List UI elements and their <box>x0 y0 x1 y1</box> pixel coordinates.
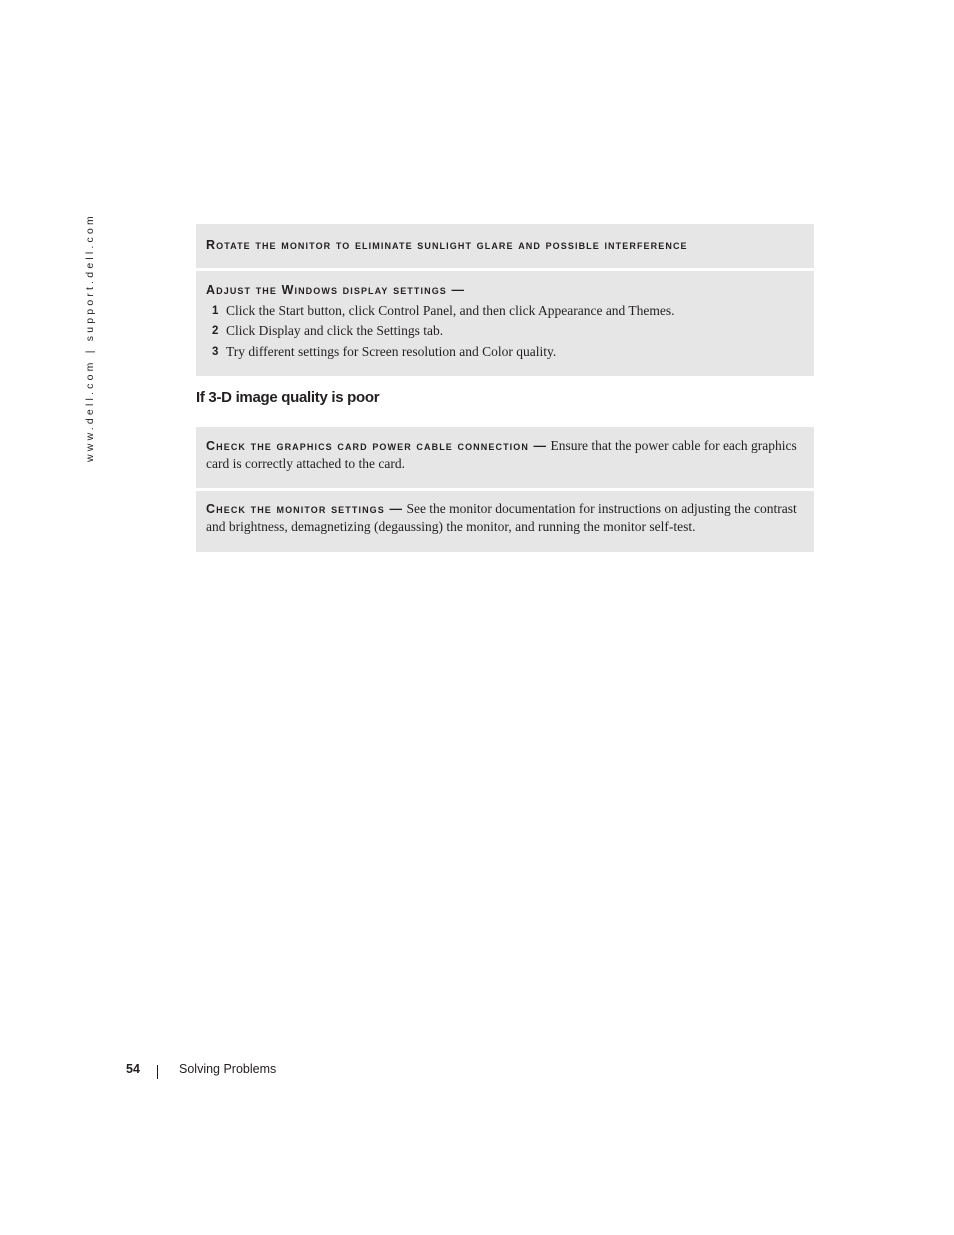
ui-term-start: Start <box>278 302 304 318</box>
step-text: tab. <box>419 323 444 338</box>
step-number: 2 <box>212 325 219 337</box>
ui-term-control-panel: Control Panel <box>378 302 453 318</box>
step-text: button, click <box>304 302 379 318</box>
step-text: . <box>671 302 675 318</box>
tip-box-rotate-monitor <box>196 224 814 268</box>
footer-separator <box>157 1065 158 1079</box>
section-title: If 3-D image quality is poor <box>196 389 380 406</box>
ui-term-settings: Settings <box>376 323 420 338</box>
step-text: and <box>455 343 483 359</box>
step-number: 3 <box>212 345 219 358</box>
step-1 <box>206 302 804 320</box>
tip-heading-monitor-settings: Check the monitor settings — <box>206 502 404 516</box>
chapter-title: Solving Problems <box>179 1062 277 1076</box>
step-text: Click the <box>226 302 279 318</box>
step-text: Try different settings for <box>226 343 362 359</box>
ui-term-screen-resolution: Screen resolution <box>361 343 456 359</box>
step-text: and click the <box>300 323 377 338</box>
ui-term-color-quality: Color quality. <box>482 343 557 359</box>
tip-body-monitor-settings: See the monitor documentation for instructions on adjusting the contrast and brightness, demagnetizing (degaussing) the monitor, and running the monitor self-test. <box>206 501 797 534</box>
ui-term-appearance-themes: Appearance and Themes <box>537 302 672 318</box>
step-3 <box>206 343 804 361</box>
tip-box-monitor-settings <box>196 491 814 552</box>
tip-body-graphics-power: Ensure that the power cable for each graphics card is correctly attached to the card. <box>206 438 797 471</box>
ui-term-display: Display <box>258 323 301 338</box>
tip-heading-windows-display: Adjust the Windows display settings — <box>206 283 466 297</box>
tip-box-graphics-power <box>196 427 814 488</box>
side-website-url: www.dell.com | support.dell.com <box>84 213 96 462</box>
step-text: , and then click <box>452 302 538 318</box>
tip-box-windows-display <box>196 271 814 376</box>
step-2 <box>206 322 804 340</box>
step-text: Click <box>226 323 259 338</box>
tip-heading-rotate: Rotate the monitor to eliminate sunlight glare and possible interference <box>206 238 688 252</box>
tip-heading-graphics-power: Check the graphics card power cable connection — <box>206 439 548 453</box>
page-number: 54 <box>126 1062 140 1076</box>
step-number: 1 <box>212 304 219 317</box>
